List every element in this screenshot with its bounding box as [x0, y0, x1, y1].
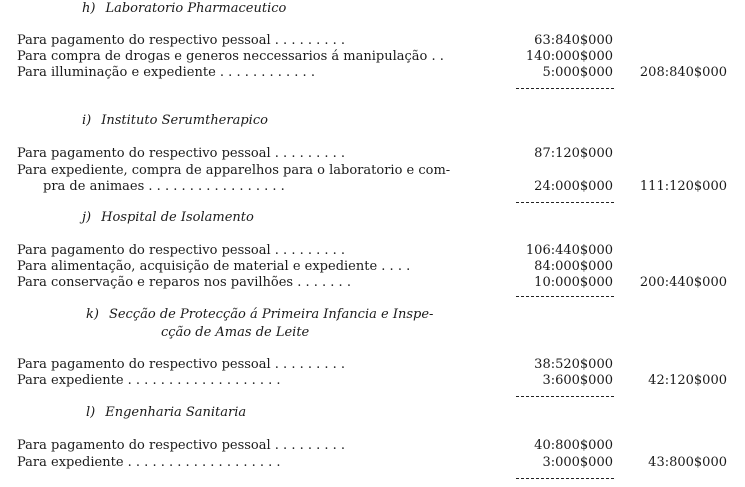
line-item: Para pagamento do respectivo pessoal . . . . . . . . .	[17, 357, 346, 372]
subtotal-rule	[516, 296, 614, 297]
line-amount: 10:000$000	[534, 275, 613, 290]
section-total: 42:120$000	[648, 373, 727, 388]
section-title-continuation: cção de Amas de Leite	[161, 325, 310, 340]
line-amount: 87:120$000	[534, 146, 613, 161]
line-amount: 40:800$000	[534, 438, 613, 453]
section-heading-k	[86, 307, 433, 322]
line-item-continuation: pra de animaes . . . . . . . . . . . . . . . . .	[43, 179, 285, 194]
line-amount: 3:000$000	[542, 455, 613, 470]
section-total: 111:120$000	[639, 179, 727, 194]
line-amount: 140:000$000	[525, 49, 613, 64]
section-title: Engenharia Sanitaria	[105, 405, 247, 420]
section-letter: j)	[82, 210, 92, 225]
line-amount: 106:440$000	[525, 243, 613, 258]
line-item: Para pagamento do respectivo pessoal . . . . . . . . .	[17, 146, 346, 161]
section-title: Hospital de Isolamento	[101, 210, 254, 225]
line-item: Para illuminação e expediente . . . . . . . . . . . .	[17, 65, 315, 80]
subtotal-rule	[516, 478, 614, 479]
line-amount: 38:520$000	[534, 357, 613, 372]
subtotal-rule	[516, 202, 614, 203]
line-item: Para alimentação, acquisição de material e expediente . . . .	[17, 259, 411, 274]
line-amount: 84:000$000	[534, 259, 613, 274]
line-amount: 3:600$000	[542, 373, 613, 388]
subtotal-rule	[516, 396, 614, 397]
section-heading-l	[86, 405, 246, 420]
line-item: Para pagamento do respectivo pessoal . . . . . . . . .	[17, 438, 346, 453]
section-heading-i	[82, 113, 268, 128]
line-item: Para expediente . . . . . . . . . . . . . . . . . . .	[17, 455, 281, 470]
line-item: Para compra de drogas e generos neccessarios á manipulação . .	[17, 49, 444, 64]
section-heading-j	[82, 210, 254, 225]
line-amount: 63:840$000	[534, 33, 613, 48]
line-amount: 5:000$000	[542, 65, 613, 80]
line-item: Para pagamento do respectivo pessoal . . . . . . . . .	[17, 243, 346, 258]
section-total: 43:800$000	[648, 455, 727, 470]
line-item: Para expediente . . . . . . . . . . . . . . . . . . .	[17, 373, 281, 388]
subtotal-rule	[516, 88, 614, 89]
section-letter: k)	[86, 307, 99, 322]
line-item: Para conservação e reparos nos pavilhões . . . . . . .	[17, 275, 351, 290]
section-title: Instituto Serumtherapico	[101, 113, 268, 128]
section-letter: l)	[86, 405, 96, 420]
section-letter: h)	[82, 1, 96, 16]
section-total: 208:840$000	[639, 65, 727, 80]
section-total: 200:440$000	[639, 275, 727, 290]
section-title: Laboratorio Pharmaceutico	[105, 1, 287, 16]
line-amount: 24:000$000	[534, 179, 613, 194]
section-letter: i)	[82, 113, 92, 128]
section-heading-k-continuation	[161, 325, 309, 340]
line-item: Para pagamento do respectivo pessoal . . . . . . . . .	[17, 33, 346, 48]
section-heading-h	[82, 1, 286, 16]
section-title: Secção de Protecção á Primeira Infancia e Inspe-	[108, 307, 434, 322]
line-item: Para expediente, compra de apparelhos para o laboratorio e com-	[17, 163, 451, 178]
